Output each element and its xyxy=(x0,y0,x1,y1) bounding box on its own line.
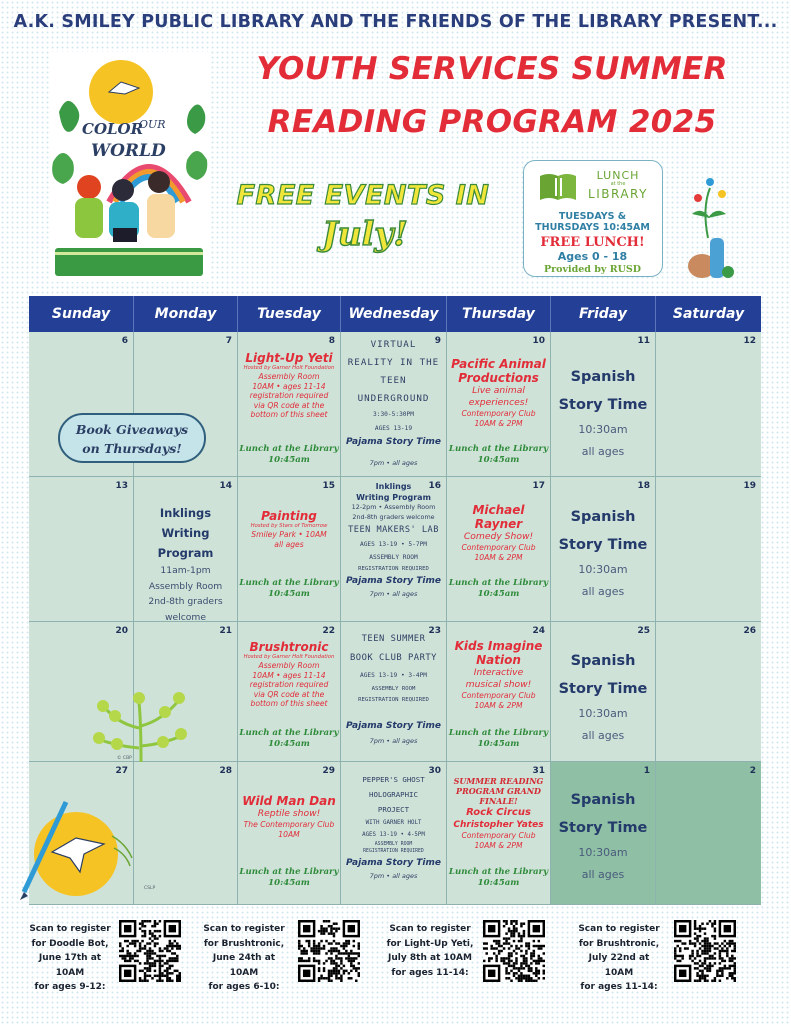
color-our-world-illustration xyxy=(49,52,210,282)
date-number: 30 xyxy=(428,766,441,776)
event-detail: Assembly Room xyxy=(258,661,320,670)
date-number: 21 xyxy=(219,626,232,636)
lunch-at-library-box xyxy=(523,160,663,277)
date-number: 28 xyxy=(219,766,232,776)
lunch-note-line1: Lunch at the Library xyxy=(239,867,339,877)
calendar-cell-jul-22 xyxy=(238,622,341,762)
pajama-story-time: Pajama Story Time xyxy=(346,858,441,868)
spanish-story-time-title: Story Time xyxy=(558,820,648,836)
date-number: 15 xyxy=(322,481,335,491)
lunch-note-line1: Lunch at the Library xyxy=(448,444,549,454)
pajama-story-time: Pajama Story Time xyxy=(346,576,441,586)
date-number: 23 xyxy=(428,626,441,636)
flower-vase-illustration xyxy=(682,168,738,284)
lunch-note-line2: 10:45am xyxy=(477,455,520,465)
event-detail: Smiley Park • 10AM xyxy=(251,530,327,539)
calendar-cell-jul-12 xyxy=(656,332,761,477)
grand-finale-line: SUMMER READING xyxy=(453,776,544,786)
date-number: 6 xyxy=(121,336,128,346)
spanish-story-time-time: 10:30am xyxy=(578,846,628,859)
event-detail: AGES 13-19 • 4-5PM xyxy=(362,832,425,838)
date-number: 12 xyxy=(743,336,756,346)
date-number: 2 xyxy=(749,766,756,776)
event-title-inklings: Writing Program xyxy=(356,493,431,502)
day-header-saturday: Saturday xyxy=(672,306,745,322)
lunch-note-line1: Lunch at the Library xyxy=(448,867,549,877)
free-events-heading: FREE EVENTS IN xyxy=(236,180,490,211)
event-detail: 12-2pm • Assembly Room xyxy=(351,503,436,511)
event-detail: experiences! xyxy=(468,397,529,408)
date-number: 31 xyxy=(532,766,545,776)
giveaway-line2: on Thursdays! xyxy=(82,441,182,456)
spanish-story-time-ages: all ages xyxy=(581,868,625,881)
cover-word-our: OUR xyxy=(139,118,166,131)
event-detail: 11am-1pm xyxy=(160,565,211,576)
pajama-story-time-detail: 7pm • all ages xyxy=(369,737,418,745)
lunch-logo-word-lunch: LUNCH xyxy=(596,169,640,182)
qr-text-line: June 24th at 10AM xyxy=(212,953,276,978)
date-number: 24 xyxy=(532,626,545,636)
calendar-cell-jul-19 xyxy=(656,477,761,622)
event-title-painting: Painting xyxy=(261,509,317,523)
event-title-michael-rayner: Michael xyxy=(472,503,525,517)
spanish-story-time-title: Spanish xyxy=(570,509,636,525)
event-title-kids-imagine-nation: Kids Imagine xyxy=(454,639,543,653)
event-title-pacific-animal: Pacific Animal xyxy=(451,357,546,371)
lunch-note-line2: 10:45am xyxy=(477,878,520,888)
lunch-note-line2: 10:45am xyxy=(477,739,520,749)
july-calendar xyxy=(29,296,761,905)
lunch-times xyxy=(524,211,661,233)
spanish-story-time-time: 10:30am xyxy=(578,563,628,576)
date-number: 22 xyxy=(322,626,335,636)
event-detail: bottom of this sheet xyxy=(250,699,328,708)
qr-text-line: July 22nd at 10AM xyxy=(588,953,650,978)
lunch-times-line2: THURSDAYS 10:45AM xyxy=(535,222,650,233)
event-detail: Interactive xyxy=(473,667,524,678)
illustration-credit: © CBP xyxy=(117,756,132,761)
date-number: 19 xyxy=(743,481,756,491)
event-detail: ASSEMBLY ROOM xyxy=(369,554,418,561)
lunch-note-line1: Lunch at the Library xyxy=(239,444,339,454)
event-title-kids-imagine-nation: Nation xyxy=(476,653,521,667)
qr-instructions xyxy=(28,922,112,995)
event-vr-line: TEEN xyxy=(380,375,407,386)
date-number: 14 xyxy=(219,481,232,491)
event-detail: ASSEMBLY ROOM xyxy=(371,686,416,692)
event-title-michael-rayner: Rayner xyxy=(474,517,523,531)
calendar-cell-jul-16 xyxy=(341,477,447,622)
event-teen-book-club: TEEN SUMMER xyxy=(361,634,426,644)
event-title-inklings: Writing Program xyxy=(157,526,214,560)
main-title-line1: YOUTH SERVICES SUMMER xyxy=(256,51,728,87)
lunch-logo-word-library: LIBRARY xyxy=(588,187,648,201)
day-header-wednesday: Wednesday xyxy=(341,296,447,332)
calendar-cell-jul-28 xyxy=(134,762,238,905)
main-title-line2: READING PROGRAM 2025 xyxy=(267,104,717,140)
date-number: 16 xyxy=(428,481,441,491)
date-number: 8 xyxy=(328,336,335,346)
grand-finale-line: PROGRAM GRAND xyxy=(456,786,541,796)
lunch-note-line2: 10:45am xyxy=(268,878,310,888)
calendar-header-row xyxy=(29,296,761,332)
day-header-sunday: Sunday xyxy=(29,296,134,332)
sprout-plant-illustration xyxy=(89,668,199,764)
lunch-note-line1: Lunch at the Library xyxy=(448,728,549,738)
qr-code-light-up-yeti[interactable] xyxy=(483,920,545,982)
event-detail: 10AM & 2PM xyxy=(474,552,523,562)
event-detail: REGISTRATION REQUIRED xyxy=(358,566,429,572)
event-detail: Assembly Room xyxy=(258,372,320,381)
calendar-cell-jul-25 xyxy=(551,622,656,762)
lunch-times-line1: TUESDAYS & xyxy=(558,211,627,222)
month-heading: July! xyxy=(322,214,408,253)
event-title-light-up-yeti: Light-Up Yeti xyxy=(245,351,333,365)
day-header-thursday: Thursday xyxy=(447,296,551,332)
spanish-story-time-time: 10:30am xyxy=(578,423,628,436)
event-title-pacific-animal: Productions xyxy=(458,371,539,385)
spanish-story-time-ages: all ages xyxy=(581,445,625,458)
lunch-note-line1: Lunch at the Library xyxy=(239,578,339,588)
pajama-story-time-detail: 7pm • all ages xyxy=(369,872,418,880)
qr-code-brushtronic-june[interactable] xyxy=(298,920,360,982)
event-detail: via QR code at the xyxy=(253,689,325,699)
qr-instructions xyxy=(574,922,664,995)
event-detail: Reptile show! xyxy=(257,808,321,819)
event-title-rock-circus: Christopher Yates xyxy=(453,820,544,830)
calendar-cell-jul-24 xyxy=(447,622,551,762)
event-detail: Contemporary Club xyxy=(461,409,536,418)
spanish-story-time-title: Spanish xyxy=(570,653,636,669)
event-detail: welcome xyxy=(165,611,206,622)
calendar-cell-jul-13 xyxy=(29,477,134,622)
date-number: 1 xyxy=(643,766,650,776)
calendar-cell-jul-29 xyxy=(238,762,341,905)
qr-text-line: for ages 6-10: xyxy=(208,982,280,992)
cover-word-color: COLOR xyxy=(82,120,144,138)
qr-instructions xyxy=(200,922,288,995)
event-host: Hosted by Garner Holt Foundation xyxy=(243,654,335,660)
event-detail: AGES 13-19 • 3-4PM xyxy=(359,672,428,679)
qr-text-line: for ages 9-12: xyxy=(34,982,106,992)
spanish-story-time-title: Spanish xyxy=(570,792,636,808)
event-detail: 2nd-8th graders xyxy=(148,596,223,607)
event-detail: 2nd-8th graders welcome xyxy=(352,512,435,521)
presenter-line: A.K. SMILEY PUBLIC LIBRARY AND THE FRIENDS OF THE LIBRARY PRESENT... xyxy=(13,12,778,32)
event-title-wild-man-dan: Wild Man Dan xyxy=(242,794,336,808)
lunch-note-line2: 10:45am xyxy=(268,589,310,599)
event-detail: REGISTRATION REQUIRED xyxy=(363,849,424,854)
event-detail: musical show! xyxy=(465,679,532,690)
date-number: 9 xyxy=(434,336,441,346)
qr-text-line: June 17th at 10AM xyxy=(38,953,102,978)
calendar-cell-jul-14 xyxy=(134,477,238,622)
cover-word-world: WORLD xyxy=(91,141,166,161)
event-vr-ages: AGES 13-19 xyxy=(374,425,413,432)
qr-text-line: for ages 11-14: xyxy=(391,967,469,978)
event-title-brushtronic: Brushtronic xyxy=(249,640,329,654)
event-detail: via QR code at the xyxy=(253,400,325,410)
spanish-story-time-title: Story Time xyxy=(558,681,648,697)
event-vr-line: VIRTUAL xyxy=(370,339,417,350)
lunch-note-line1: Lunch at the Library xyxy=(239,728,339,738)
calendar-cell-jul-30 xyxy=(341,762,447,905)
date-number: 18 xyxy=(637,481,650,491)
event-detail: ASSEMBLY ROOM xyxy=(374,842,413,847)
event-detail: 10AM & 2PM xyxy=(474,840,523,850)
calendar-cell-jul-11 xyxy=(551,332,656,477)
qr-text-line: for Brushtronic, xyxy=(203,938,285,949)
event-host: Hosted by Stars of Tomorrow xyxy=(250,523,328,529)
event-detail: The Contemporary Club xyxy=(243,820,335,829)
spanish-story-time-title: Story Time xyxy=(558,537,648,553)
grand-finale-line: FINALE! xyxy=(479,796,518,806)
spanish-story-time-ages: all ages xyxy=(581,729,625,742)
qr-text-line: Scan to register xyxy=(389,924,471,934)
pajama-story-time-detail: 7pm • all ages xyxy=(369,459,418,467)
qr-register-brushtronic-june xyxy=(200,918,360,992)
event-teen-makers-lab: TEEN MAKERS' LAB xyxy=(348,525,439,535)
lunch-note-line1: Lunch at the Library xyxy=(448,578,549,588)
event-detail: Live animal xyxy=(472,385,525,396)
calendar-cell-jul-23 xyxy=(341,622,447,762)
event-detail: AGES 13-19 • 5-7PM xyxy=(359,541,428,548)
qr-text-line: July 8th at 10AM xyxy=(388,953,472,963)
spanish-story-time-title: Story Time xyxy=(558,397,648,413)
qr-register-doodle-bot xyxy=(28,918,178,992)
illustration-credit: CSLP xyxy=(144,886,156,891)
qr-text-line: Scan to register xyxy=(578,924,660,934)
date-number: 25 xyxy=(637,626,650,636)
date-number: 13 xyxy=(115,481,128,491)
event-vr-time: 3:30-5:30PM xyxy=(373,411,414,418)
event-detail: Assembly Room xyxy=(148,580,223,592)
date-number: 7 xyxy=(225,336,232,346)
calendar-cell-jul-15 xyxy=(238,477,341,622)
calendar-cell-jul-18 xyxy=(551,477,656,622)
event-host: Hosted by Garner Holt Foundation xyxy=(243,365,335,371)
day-header-monday: Monday xyxy=(134,296,238,332)
calendar-cell-jul-9 xyxy=(341,332,447,477)
lunch-ages-text: Ages 0 - 18 xyxy=(557,250,628,263)
free-lunch-text: FREE LUNCH! xyxy=(540,235,645,250)
event-teen-book-club: BOOK CLUB PARTY xyxy=(350,653,437,663)
spanish-story-time-time: 10:30am xyxy=(578,707,628,720)
date-number: 17 xyxy=(532,481,545,491)
date-number: 10 xyxy=(532,336,545,346)
calendar-cell-jul-17 xyxy=(447,477,551,622)
event-peppers-ghost: PROJECT xyxy=(377,805,410,814)
spanish-story-time-title: Spanish xyxy=(570,369,636,385)
date-number: 27 xyxy=(115,766,128,776)
event-title-rock-circus: Rock Circus xyxy=(466,807,531,818)
calendar-cell-jul-26 xyxy=(656,622,761,762)
day-header-tuesday: Tuesday xyxy=(238,296,341,332)
event-title-inklings: Inklings xyxy=(375,482,412,491)
event-peppers-ghost: PEPPER'S GHOST xyxy=(362,775,425,784)
event-detail: Contemporary Club xyxy=(461,543,536,552)
lunch-logo-word-at: at the xyxy=(610,181,626,187)
event-detail: Contemporary Club xyxy=(461,691,536,700)
event-detail: REGISTRATION REQUIRED xyxy=(358,697,429,703)
bird-pencil-illustration xyxy=(16,796,136,900)
calendar-cell-jul-31 xyxy=(447,762,551,905)
event-vr-line: REALITY IN THE xyxy=(347,357,440,368)
pajama-story-time: Pajama Story Time xyxy=(346,721,441,731)
event-detail: 10AM & 2PM xyxy=(474,418,523,428)
qr-register-brushtronic-july xyxy=(574,918,744,992)
event-detail: WITH GARNER HOLT xyxy=(365,820,422,826)
lunch-note-line2: 10:45am xyxy=(477,589,520,599)
event-detail: 10AM & 2PM xyxy=(474,700,523,710)
qr-code-doodle-bot[interactable] xyxy=(119,920,181,982)
calendar-cell-aug-2 xyxy=(656,762,761,905)
date-number: 26 xyxy=(743,626,756,636)
event-peppers-ghost: HOLOGRAPHIC xyxy=(369,790,418,799)
spanish-story-time-ages: all ages xyxy=(581,585,625,598)
event-detail: registration required xyxy=(249,680,329,689)
pajama-story-time-detail: 7pm • all ages xyxy=(369,590,418,598)
calendar-cell-aug-1 xyxy=(551,762,656,905)
event-detail: bottom of this sheet xyxy=(250,410,328,419)
pajama-story-time: Pajama Story Time xyxy=(346,437,441,447)
qr-text-line: for Doodle Bot, xyxy=(31,938,109,949)
lunch-provider-text: Provided by RUSD xyxy=(544,264,641,275)
event-vr-line: UNDERGROUND xyxy=(357,393,430,404)
qr-text-line: for ages 11-14: xyxy=(580,982,658,992)
calendar-cell-jul-8 xyxy=(238,332,341,477)
event-detail: Contemporary Club xyxy=(461,831,536,840)
event-detail: 10AM • ages 11-14 xyxy=(252,381,326,391)
lunch-note-line2: 10:45am xyxy=(268,455,310,465)
event-detail: 10AM xyxy=(278,829,300,839)
event-detail: Comedy Show! xyxy=(463,531,534,542)
giveaway-line1: Book Giveaways xyxy=(75,422,189,437)
event-detail: all ages xyxy=(274,539,304,549)
qr-text-line: Scan to register xyxy=(29,924,111,934)
open-book-fork-knife-icon xyxy=(538,168,578,204)
qr-code-brushtronic-july[interactable] xyxy=(674,920,736,982)
event-detail: 10AM • ages 11-14 xyxy=(252,670,326,680)
date-number: 20 xyxy=(115,626,128,636)
day-header-friday: Friday xyxy=(551,296,656,332)
qr-instructions xyxy=(385,922,475,980)
qr-register-light-up-yeti xyxy=(385,918,545,986)
lunch-note-line2: 10:45am xyxy=(268,739,310,749)
date-number: 29 xyxy=(322,766,335,776)
calendar-cell-jul-10 xyxy=(447,332,551,477)
qr-text-line: for Light-Up Yeti, xyxy=(386,938,474,949)
qr-text-line: for Brushtronic, xyxy=(578,938,660,949)
event-detail: registration required xyxy=(249,391,329,400)
date-number: 11 xyxy=(637,336,650,346)
book-giveaway-badge xyxy=(58,413,206,463)
qr-text-line: Scan to register xyxy=(203,924,285,934)
event-title-inklings: Inklings xyxy=(159,506,212,520)
